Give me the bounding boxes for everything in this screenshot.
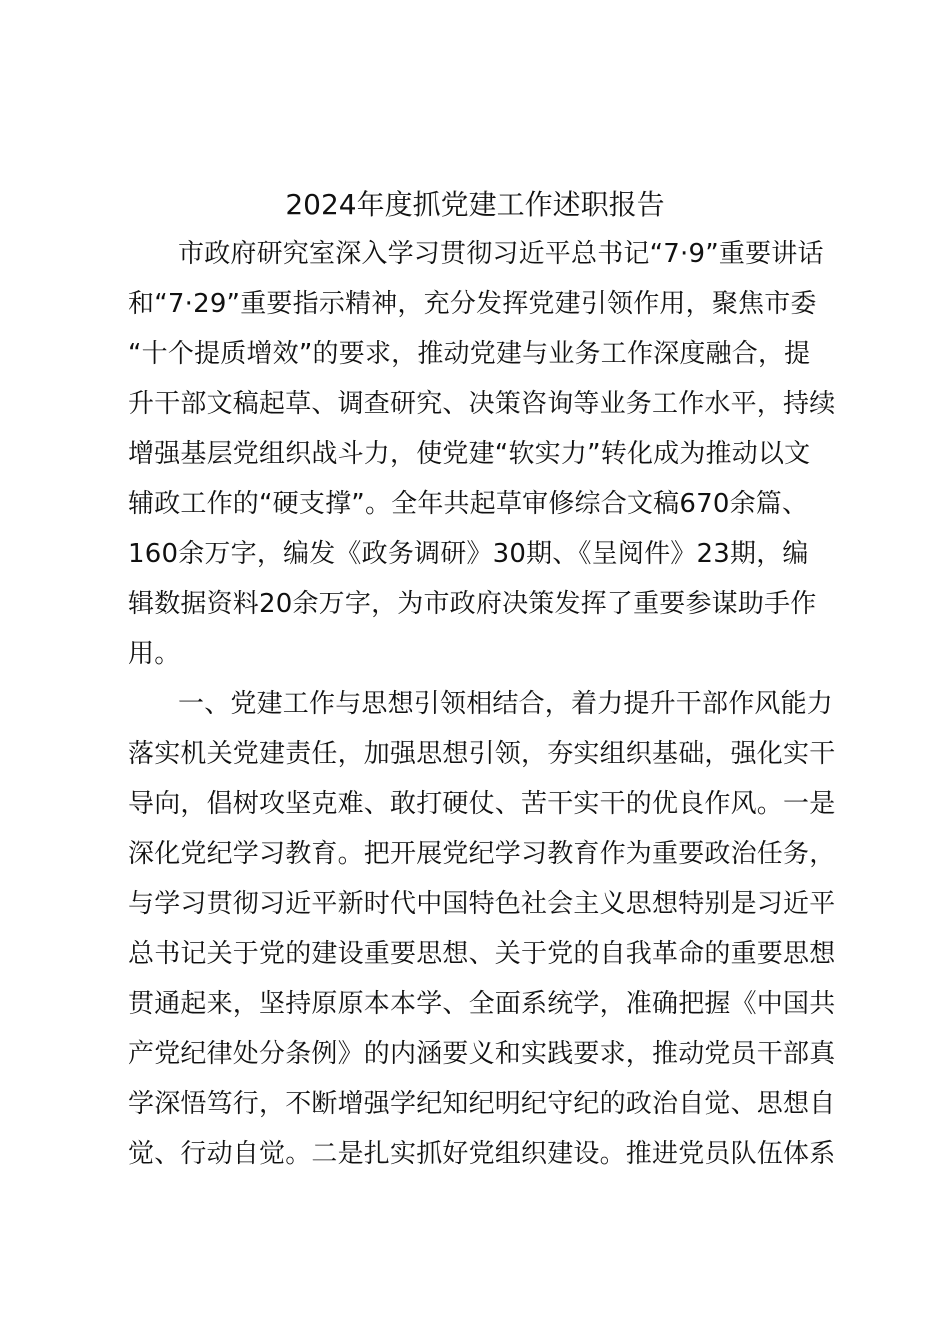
paragraph-line: 学深悟笃行，不断增强学纪知纪明纪守纪的政治自觉、思想自 bbox=[128, 1089, 836, 1119]
paragraph-line: 辅政工作的“硬支撑”。全年共起草审修综合文稿670余篇、 bbox=[128, 489, 809, 519]
paragraph-line: 导向，倡树攻坚克难、敢打硬仗、苦干实干的优良作风。一是 bbox=[128, 789, 836, 819]
paragraph-line: 产党纪律处分条例》的内涵要义和实践要求，推动党员干部真 bbox=[128, 1039, 836, 1069]
paragraph-line: 与学习贯彻习近平新时代中国特色社会主义思想特别是习近平 bbox=[128, 889, 836, 919]
paragraph-line: 深化党纪学习教育。把开展党纪学习教育作为重要政治任务， bbox=[128, 839, 836, 869]
paragraph-line: 市政府研究室深入学习贯彻习近平总书记“7·9”重要讲话 bbox=[178, 239, 824, 269]
section-heading-line: 一、党建工作与思想引领相结合，着力提升干部作风能力 bbox=[178, 689, 834, 719]
paragraph-line: 增强基层党组织战斗力，使党建“软实力”转化成为推动以文 bbox=[128, 439, 811, 469]
paragraph-line: 觉、行动自觉。二是扎实抓好党组织建设。推进党员队伍体系 bbox=[128, 1139, 836, 1169]
paragraph-line: 和“7·29”重要指示精神，充分发挥党建引领作用，聚焦市委 bbox=[128, 289, 817, 319]
paragraph-line: 总书记关于党的建设重要思想、关于党的自我革命的重要思想 bbox=[128, 939, 836, 969]
document-title: 2024年度抓党建工作述职报告 bbox=[285, 188, 665, 221]
paragraph-line: “十个提质增效”的要求，推动党建与业务工作深度融合，提 bbox=[128, 339, 811, 369]
paragraph-line: 160余万字，编发《政务调研》30期、《呈阅件》23期，编 bbox=[128, 539, 809, 569]
paragraph-line: 落实机关党建责任，加强思想引领，夯实组织基础，强化实干 bbox=[128, 739, 836, 769]
paragraph-line: 辑数据资料20余万字，为市政府决策发挥了重要参谋助手作 bbox=[128, 589, 817, 619]
paragraph-line: 升干部文稿起草、调查研究、决策咨询等业务工作水平，持续 bbox=[128, 389, 836, 419]
paragraph-line: 贯通起来，坚持原原本本学、全面系统学，准确把握《中国共 bbox=[128, 989, 836, 1019]
paragraph-line: 用。 bbox=[128, 639, 181, 669]
